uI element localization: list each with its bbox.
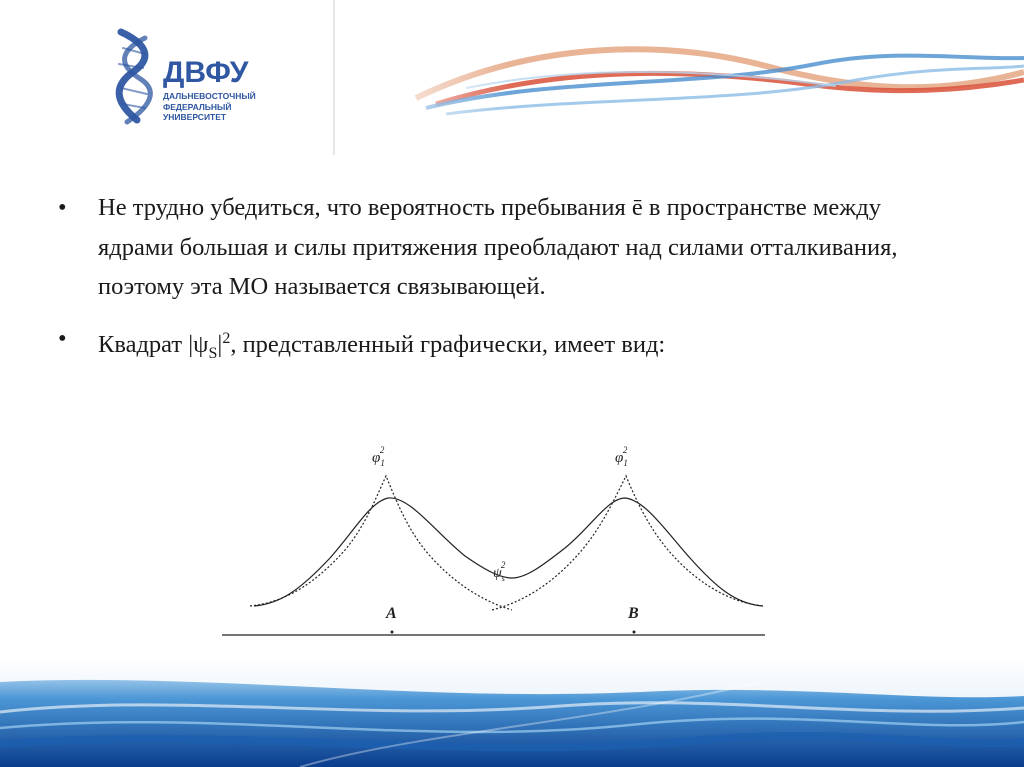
peak-label-left: $\varphi_12$ xyxy=(372,445,385,468)
bullet-text-part: | xyxy=(217,330,223,358)
bullet-item xyxy=(56,319,936,374)
peak-label-right: $\varphi_12$ xyxy=(615,445,628,468)
nucleus-a-label: A xyxy=(386,605,397,622)
nucleus-a-point xyxy=(391,631,394,634)
bullet-subscript: S xyxy=(208,344,218,362)
bullet-text: Не трудно убедиться, что вероятность пребывания ē в пространстве между ядрами большая и силы притяжения преобладают над силами отталкивания, поэтому эта МО называется связывающей. xyxy=(98,194,898,300)
decorative-ribbon-art xyxy=(336,0,1024,155)
slide-body xyxy=(56,188,936,385)
bullet-dot: • xyxy=(58,324,67,352)
logo-subtitle xyxy=(163,91,263,123)
middle-label: $\psi_s2$ xyxy=(493,560,506,583)
slide-header xyxy=(0,0,1024,160)
header-divider xyxy=(333,0,335,155)
university-logo xyxy=(107,28,259,128)
logo-subtitle-line: ДАЛЬНЕВОСТОЧНЫЙ xyxy=(163,91,256,101)
bullet-item xyxy=(56,188,936,307)
nucleus-b-point xyxy=(633,631,636,634)
dna-helix-icon xyxy=(107,28,163,128)
bullet-superscript: 2 xyxy=(222,329,231,347)
nucleus-b-label: B xyxy=(628,605,639,622)
logo-subtitle-line: ФЕДЕРАЛЬНЫЙ xyxy=(163,101,232,112)
phi-squared-curve-left xyxy=(250,476,512,610)
bullet-text xyxy=(98,329,666,362)
logo-subtitle-line: УНИВЕРСИТЕТ xyxy=(163,112,227,122)
probability-density-diagram xyxy=(220,440,770,645)
decorative-footer-wave xyxy=(0,662,1024,767)
bullet-dot: • xyxy=(58,194,67,221)
bullet-text-part: , представленный графически, имеет вид: xyxy=(230,330,666,358)
bullet-text-part: Квадрат |ψ xyxy=(98,330,209,358)
logo-title: ДВФУ xyxy=(163,56,249,89)
psi-squared-curve xyxy=(254,498,763,606)
